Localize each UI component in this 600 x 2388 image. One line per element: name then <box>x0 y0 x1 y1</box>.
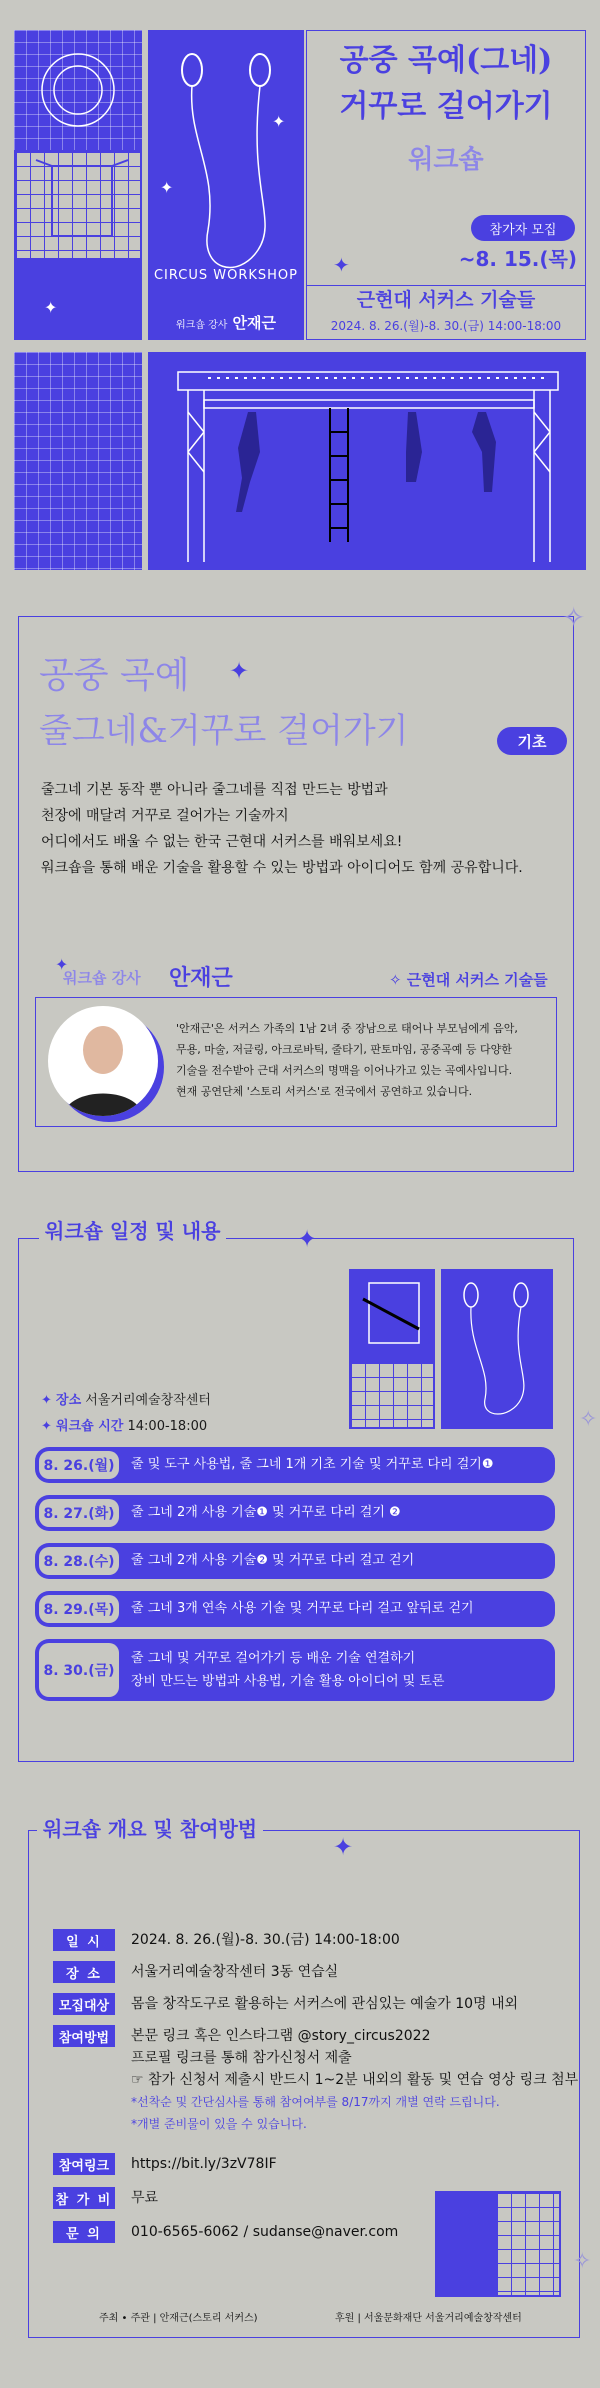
deadline: ~8. 15.(목) <box>458 247 577 271</box>
schedule-date: 8. 26.(월) <box>39 1451 119 1479</box>
mini-art-tile <box>349 1269 435 1361</box>
schedule-date: 8. 30.(금) <box>39 1643 119 1697</box>
intro-title-line2: 줄그네&거꾸로 걸어가기 <box>39 711 409 751</box>
paragraph-line: 워크숍을 통해 배운 기술을 활용할 수 있는 방법과 아이디어도 함께 공유합니다. <box>41 860 523 876</box>
light-grid-tile <box>349 1361 435 1429</box>
sparkle-icon: ✦ <box>272 112 286 131</box>
schedule-date: 8. 27.(화) <box>39 1499 119 1527</box>
instructor-role: 워크숍 강사 <box>175 320 228 331</box>
circle-deco-icon <box>14 30 142 150</box>
instructor-role: 워크숍 강사 <box>63 969 141 987</box>
schedule-title: 워크숍 일정 및 내용 <box>39 1215 226 1244</box>
note-line: *개별 준비물이 있을 수 있습니다. <box>131 2117 307 2131</box>
footer-support: 후원 | 서울문화재단 서울거리예술창작센터 <box>335 2313 522 2324</box>
workshop-label: CIRCUS WORKSHOP <box>153 268 299 283</box>
instructor-name: 안재근 <box>169 966 233 991</box>
title-frame <box>306 30 586 340</box>
mini-art-tile <box>441 1269 553 1429</box>
place-value: 서울거리예술창작센터 <box>85 1393 211 1408</box>
aerial-rig-icon <box>148 352 586 570</box>
schedule-date: 8. 28.(수) <box>39 1547 119 1575</box>
program-tag <box>389 969 548 990</box>
intro-section <box>18 616 574 1172</box>
schedule-content <box>131 1647 444 1693</box>
frame-structure-icon <box>349 1269 435 1361</box>
method-line: 본문 링크 혹은 인스타그램 @story_circus2022 <box>131 2028 431 2044</box>
grid-tile <box>14 30 142 150</box>
sparkle-icon: ✦ <box>333 1833 354 1861</box>
info-label: 참여링크 <box>53 2153 115 2175</box>
hero-instructor <box>148 312 304 333</box>
schedule-row <box>35 1447 555 1483</box>
schedule-content-line: 장비 만드는 방법과 사용법, 기술 활용 아이디어 및 토론 <box>131 1674 445 1689</box>
light-grid-tile <box>14 150 142 260</box>
info-value: 2024. 8. 26.(월)-8. 30.(금) 14:00-18:00 <box>131 1932 400 1948</box>
info-value: 무료 <box>131 2190 159 2206</box>
grid-tile <box>14 352 142 570</box>
info-label: 모집대상 <box>53 1993 115 2015</box>
sparkle-icon: ✧ <box>579 1407 598 1432</box>
recruit-badge: 참가자 모집 <box>471 215 575 241</box>
info-value: 서울거리예술창작센터 3동 연습실 <box>131 1964 339 1980</box>
time-value: 14:00-18:00 <box>127 1419 208 1434</box>
instructor-card <box>35 997 557 1127</box>
artwork-panel <box>148 30 304 340</box>
sparkle-icon: ✦ <box>297 1225 318 1253</box>
info-label: 참 가 비 <box>53 2187 115 2209</box>
avatar <box>48 1006 158 1116</box>
sparkle-icon: ✦ <box>44 298 58 317</box>
note-line: *선착순 및 간단심사를 통해 참여여부를 8/17까지 개별 연락 드립니다. <box>131 2095 500 2109</box>
sparkle-icon: ✦ <box>41 1419 57 1434</box>
place-info <box>41 1389 211 1408</box>
frame-structure-icon <box>16 152 140 258</box>
instructor-bio <box>176 1018 552 1102</box>
contact-value[interactable]: 010-6565-6062 / sudanse@naver.com <box>131 2224 399 2240</box>
schedule-section <box>18 1219 598 1762</box>
info-value <box>131 2025 578 2135</box>
participation-link[interactable]: https://bit.ly/3zV78IF <box>131 2156 277 2172</box>
sparkle-icon: ✦ <box>55 955 69 974</box>
info-label: 참여방법 <box>53 2025 115 2047</box>
sparkle-icon: ✦ <box>160 178 174 197</box>
schedule-row <box>35 1543 555 1579</box>
sparkle-icon: ✧ <box>573 2249 592 2274</box>
schedule-content: 줄 그네 3개 연속 사용 기술 및 거꾸로 다리 걸고 앞뒤로 걷기 <box>131 1601 474 1616</box>
bio-line: 기술을 전수받아 근대 서커스의 명맥을 이어나가고 있는 곡예사입니다. <box>176 1064 513 1077</box>
aerialist-figure-icon <box>441 1269 553 1429</box>
sparkle-icon: ✦ <box>333 253 350 277</box>
bio-line: 무용, 마술, 저글링, 아크로바틱, 줄타기, 판토마임, 공중곡예 등 다양한 <box>176 1043 512 1056</box>
intro-title-line1: 공중 곡예 <box>39 655 190 696</box>
method-line: 프로필 링크를 통해 참가신청서 제출 <box>131 2050 352 2066</box>
person-icon <box>48 1006 158 1116</box>
method-line: ☞ 참가 신청서 제출시 반드시 1~2분 내외의 활동 및 연습 영상 링크 첨부 <box>131 2072 579 2088</box>
schedule-text: 2024. 8. 26.(월)-8. 30.(금) 14:00-18:00 <box>330 319 562 333</box>
program-name: 근현대 서커스 기술들 <box>356 289 536 311</box>
schedule-row <box>35 1495 555 1531</box>
sparkle-icon: ✧ <box>389 971 407 989</box>
light-grid-tile <box>495 2191 561 2297</box>
hero-title-line1: 공중 곡예(그네) <box>339 43 553 78</box>
instructor-name: 안재근 <box>232 314 277 332</box>
bio-line: 현재 공연단체 '스토리 서커스'로 전국에서 공연하고 있습니다. <box>176 1085 473 1098</box>
info-label: 장 소 <box>53 1961 115 1983</box>
rig-illustration <box>148 352 586 570</box>
info-label: 일 시 <box>53 1929 115 1951</box>
schedule-row <box>35 1591 555 1627</box>
schedule-content: 줄 그네 2개 사용 기술❶ 및 거꾸로 다리 걸기 ❷ <box>131 1505 401 1520</box>
sparkle-icon: ✦ <box>41 1393 57 1408</box>
place-label: 장소 <box>56 1393 82 1408</box>
blue-tile <box>435 2191 495 2297</box>
footer-host: 주최 • 주관 | 안재근(스토리 서커스) <box>99 2313 258 2324</box>
hero-title-line2: 거꾸로 걸어가기 <box>339 89 553 124</box>
hero-title-line3: 워크숍 <box>408 145 484 175</box>
time-info <box>41 1415 207 1434</box>
program-tag-text: 근현대 서커스 기술들 <box>406 971 548 989</box>
blue-tile <box>14 260 142 340</box>
schedule-content: 줄 그네 2개 사용 기술❷ 및 거꾸로 다리 걸고 걷기 <box>131 1553 415 1568</box>
schedule-content: 줄 및 도구 사용법, 줄 그네 1개 기초 기술 및 거꾸로 다리 걸기❶ <box>131 1457 494 1472</box>
overview-title: 워크숍 개요 및 참여방법 <box>37 1813 263 1842</box>
sparkle-icon: ✧ <box>562 601 586 634</box>
intro-paragraph <box>41 777 571 881</box>
level-badge: 기초 <box>497 727 567 755</box>
paragraph-line: 어디에서도 배울 수 없는 한국 근현대 서커스를 배워보세요! <box>41 834 403 850</box>
info-value: 몸을 창작도구로 활용하는 서커스에 관심있는 예술가 10명 내외 <box>131 1996 519 2012</box>
overview-section <box>28 1817 592 2338</box>
bio-line: '안재근'은 서커스 가족의 1남 2녀 중 장남으로 태어나 부모님에게 음악, <box>176 1022 518 1035</box>
schedule-content-line: 줄 그네 및 거꾸로 걸어가기 등 배운 기술 연결하기 <box>131 1651 416 1666</box>
schedule-date: 8. 29.(목) <box>39 1595 119 1623</box>
info-label: 문 의 <box>53 2221 115 2243</box>
sparkle-icon: ✦ <box>229 657 250 685</box>
schedule-row <box>35 1639 555 1701</box>
paragraph-line: 줄그네 기본 동작 뿐 아니라 줄그네를 직접 만드는 방법과 <box>41 782 388 798</box>
paragraph-line: 천장에 매달려 거꾸로 걸어가는 기술까지 <box>41 808 289 824</box>
time-label: 워크숍 시간 <box>56 1419 124 1434</box>
